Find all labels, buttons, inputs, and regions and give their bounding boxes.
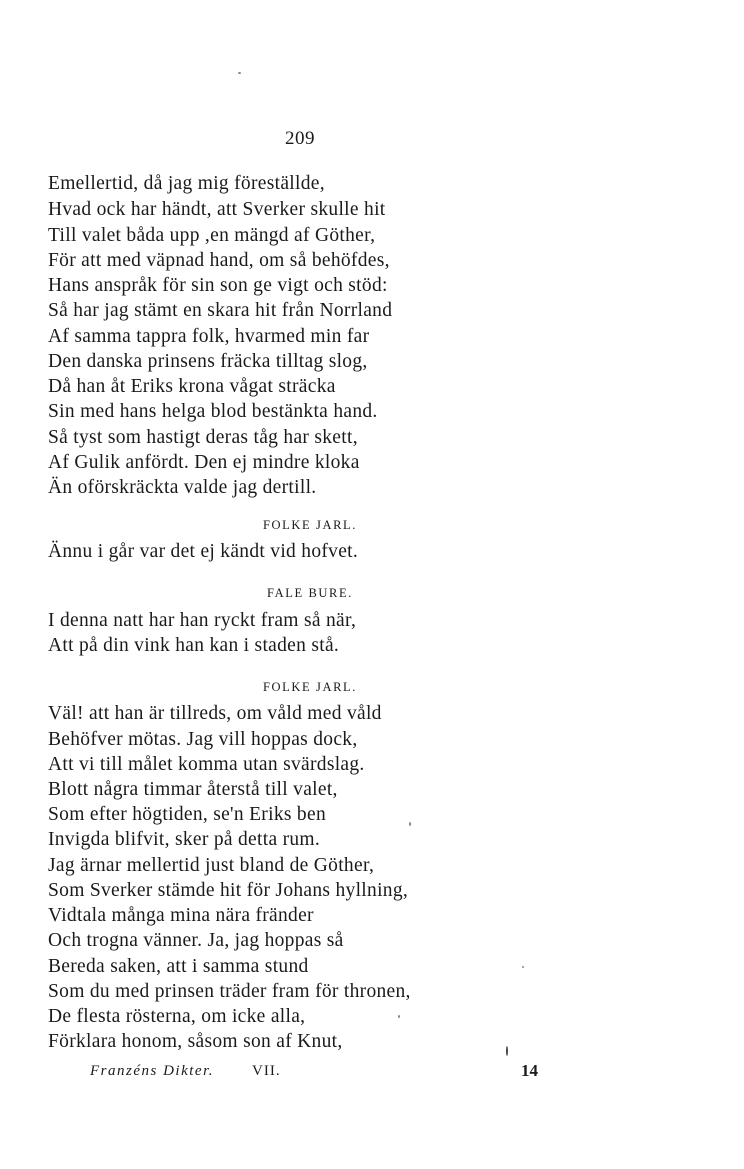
verse-line: Än oförskräckta valde jag dertill. bbox=[48, 477, 317, 498]
verse-line: Förklara honom, såsom son af Knut, bbox=[48, 1031, 343, 1052]
verse-line: Att vi till målet komma utan svärdslag. bbox=[48, 754, 365, 775]
verse-line: Som efter högtiden, se'n Eriks ben bbox=[48, 804, 326, 825]
verse-line: Väl! att han är tillreds, om våld med våld bbox=[48, 703, 382, 724]
verse-line: För att med väpnad hand, om så behöfdes, bbox=[48, 250, 390, 271]
verse-line: Hvad ock har händt, att Sverker skulle hit bbox=[48, 199, 386, 220]
paper-speck bbox=[398, 1015, 400, 1018]
speaker-heading: FALE BURE. bbox=[267, 586, 353, 600]
verse-line: Hans anspråk för sin son ge vigt och stöd: bbox=[48, 275, 388, 296]
verse-line: Blott några timmar återstå till valet, bbox=[48, 779, 338, 800]
verse-line: De flesta rösterna, om icke alla, bbox=[48, 1006, 306, 1027]
speaker-heading: FOLKE JARL. bbox=[263, 518, 357, 532]
paper-speck bbox=[522, 966, 524, 968]
verse-line: Den danska prinsens fräcka tilltag slog, bbox=[48, 351, 368, 372]
verse-line: Då han åt Eriks krona vågat sträcka bbox=[48, 376, 336, 397]
verse-line: Af Gulik anfördt. Den ej mindre kloka bbox=[48, 452, 360, 473]
verse-line: Som du med prinsen träder fram för thronen, bbox=[48, 981, 411, 1002]
verse-line: Af samma tappra folk, hvarmed min far bbox=[48, 326, 370, 347]
verse-line: Vidtala många mina nära fränder bbox=[48, 905, 314, 926]
verse-line: Bereda saken, att i samma stund bbox=[48, 956, 309, 977]
paper-speck bbox=[409, 822, 411, 826]
verse-line: Ännu i går var det ej kändt vid hofvet. bbox=[48, 541, 359, 562]
verse-line: Som Sverker stämde hit för Johans hyllning, bbox=[48, 880, 409, 901]
signature-mark: 14 bbox=[521, 1061, 538, 1080]
verse-line: Invigda blifvit, sker på detta rum. bbox=[48, 829, 321, 850]
verse-line: Emellertid, då jag mig föreställde, bbox=[48, 173, 325, 194]
page-number: 209 bbox=[285, 128, 315, 149]
verse-line: Så tyst som hastigt deras tåg har skett, bbox=[48, 427, 358, 448]
verse-line: Och trogna vänner. Ja, jag hoppas så bbox=[48, 930, 344, 951]
speaker-heading: FOLKE JARL. bbox=[263, 680, 357, 694]
paper-speck bbox=[238, 72, 241, 74]
verse-line: Behöfver mötas. Jag vill hoppas dock, bbox=[48, 729, 358, 750]
verse-line: Till valet båda upp ,en mängd af Göther, bbox=[48, 225, 376, 246]
verse-line: Att på din vink han kan i staden stå. bbox=[48, 635, 340, 656]
verse-line: Sin med hans helga blod bestänkta hand. bbox=[48, 401, 378, 422]
verse-line: Jag ärnar mellertid just bland de Göther, bbox=[48, 855, 375, 876]
footer-book-title: Franzéns Dikter. bbox=[90, 1063, 214, 1079]
footer-volume: VII. bbox=[252, 1063, 281, 1079]
verse-line: I denna natt har han ryckt fram så när, bbox=[48, 610, 357, 631]
paper-speck bbox=[506, 1046, 508, 1056]
verse-line: Så har jag stämt en skara hit från Norrland bbox=[48, 300, 393, 321]
